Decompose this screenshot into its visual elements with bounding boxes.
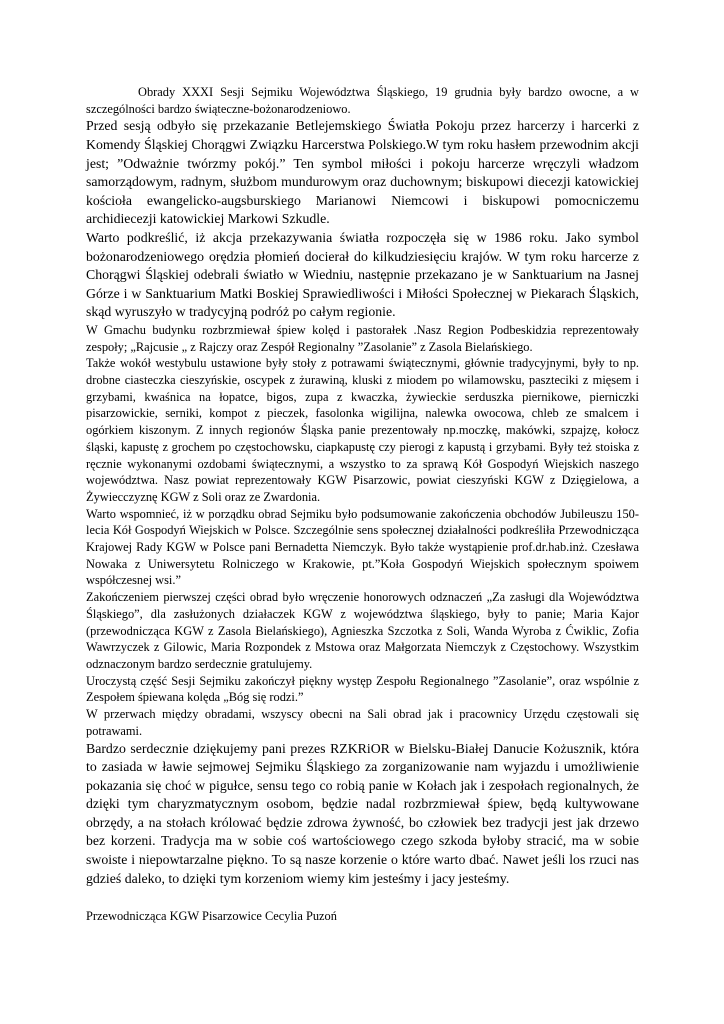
document-body: [86, 84, 639, 925]
paragraph-breaks: W przerwach między obradami, wszyscy obecni na Sali obrad jak i pracownicy Urzędu częstowali się potrawami.: [86, 707, 639, 738]
signature: Przewodnicząca KGW Pisarzowice Cecylia Puzoń: [86, 909, 337, 924]
paragraph-light-history: Warto podkreślić, iż akcja przekazywania światła rozpoczęła się w 1986 roku. Jako symbol bożonarodzeniowego orędzia płomień docierał do kilkudziesięciu krajów. W tym roku harcerze z Chorągwi Śląskiej odebrali światło w Wiedniu, następnie przekazano je w Sanktuarium na Jasnej Górze i w Sanktuarium Matki Boskiej Sprawiedliwości i Miłości Społecznej w Piekarach Śląskich, skąd wyruszyło w tradycyjną podróż po całym regionie.: [86, 229, 639, 320]
intro-paragraph: Obrady XXXI Sesji Sejmiku Województwa Śląskiego, 19 grudnia były bardzo owocne, a w szczególności bardzo świąteczne-bożonarodzeniowo.: [86, 85, 639, 116]
paragraph-traditional-food: Także wokół westybulu ustawione były stoły z potrawami świątecznymi, głównie tradycyjnymi, były to np. drobne ciasteczka cieszyńskie, oscypek z żurawiną, kluski z miodem po wilamowsku, paszteciki z mięsem i grzybami, kwaśnica na łopatce, bigos, zupa z kwaczka, żywieckie serduszka piernikowe, pierniczki pisarzowickie, serniki, kompot z pieczek, fasolonka wigilijna, nalewka owocowa, chleb ze smalcem i ogórkiem kiszonym. Z innych regionów Śląska panie prezentowały np.moczkę, makówki, szpajzę, kołocz śląski, kapustę z grochem po częstochowsku, ciapkapustę czy pierogi z kapustą i grzybami. Były też stoiska z ręcznie wykonanymi ozdobami świątecznymi, a wszystko to za sprawą Kół Gospodyń Wiejskich naszego województwa. Nasz powiat reprezentowały KGW Pisarzowic, powiat cieszyński KGW z Dzięgielowa, a Żywiecczyznę KGW z Soli oraz ze Zwardonia.: [86, 356, 639, 504]
paragraph-carols: W Gmachu budynku rozbrzmiewał śpiew kolęd i pastorałek .Nasz Region Podbeskidzia reprezentowały zespoły; „Rajcusie „ z Rajczy oraz Zespół Regionalny ”Zasolanie” z Zasola Bielańskiego.: [86, 322, 639, 354]
paragraph-awards: Zakończeniem pierwszej części obrad było wręczenie honorowych odznaczeń „Za zasługi dla Województwa Śląskiego”, dla zasłużonych działaczek KGW z województwa śląskiego, były to panie; Maria Kajor (przewodnicząca KGW z Zasola Bielańskiego), Agnieszka Szczotka z Soli, Wanda Wyroba z Ćwiklic, Zofia Wawrzyczek z Gilowic, Maria Rozpondek z Mstowa oraz Małgorzata Niemczyk z Częstochowy. Wszystkim odznaczonym bardzo serdecznie gratulujemy.: [86, 590, 639, 671]
paragraph-jubilee: Warto wspomnieć, iż w porządku obrad Sejmiku było podsumowanie zakończenia obchodów Jubileuszu 150-lecia Kół Gospodyń Wiejskich w Polsce. Szczególnie sens społecznej działalności podkreśliła Przewodnicząca Krajowej Rady KGW w Polsce pani Bernadetta Niemczyk. Było także wystąpienie prof.dr.hab.inż. Czesława Nowaka z Uniwersytetu Rolniczego w Krakowie, pt.”Koła Gospodyń Wiejskich społecznym spoiwem współczesnej wsi.”: [86, 506, 639, 588]
paragraph-ceremony-end: Uroczystą część Sesji Sejmiku zakończył piękny występ Zespołu Regionalnego ”Zasolanie”, oraz wspólnie z Zespołem śpiewana kolęda „Bóg się rodzi.”: [86, 673, 639, 705]
paragraph-thanks: Bardzo serdecznie dziękujemy pani prezes RZKRiOR w Bielsku-Białej Danucie Kożusznik, która to zasiada w ławie sejmowej Sejmiku Śląskiego za zorganizowanie nam wyjazdu i umożliwienie pokazania się choć w pigułce, sensu tego co robią panie w Kołach jak i zespołach regionalnych, że dzięki tym charyzmatycznym osobom, będzie nadal rozbrzmiewał śpiew, będą kultywowane obrzędy, a na stołach królować będzie zdrowa żywność, bo człowiek bez tradycji jest jak drzewo bez korzeni. Tradycja ma w sobie coś wartościowego czego szkoda byłoby stracić, ma w sobie swoiste i niepowtarzalne piękno. To są nasze korzenie o które warto dbać. Nawet jeśli los rzuci nas gdzieś daleko, to dzięki tym korzeniom wiemy kim jesteśmy i jacy jesteśmy.: [86, 740, 639, 886]
paragraph-light-of-peace: Przed sesją odbyło się przekazanie Betlejemskiego Światła Pokoju przez harcerzy i harcerki z Komendy Śląskiej Chorągwi Związku Harcerstwa Polskiego.W tym roku hasłem przewodnim akcji jest; ”Odważnie twórzmy pokój.” Ten symbol miłości i pokoju harcerze wręczyli władzom samorządowym, radnym, służbom mundurowym oraz duchownym; biskupowi diecezji katowickiej kościoła ewangelicko-augsburskiego Marianowi Niemcowi i biskupowi pomocniczemu archidiecezji katowickiej Markowi Szkudle.: [86, 118, 639, 227]
spacer: [86, 888, 639, 908]
